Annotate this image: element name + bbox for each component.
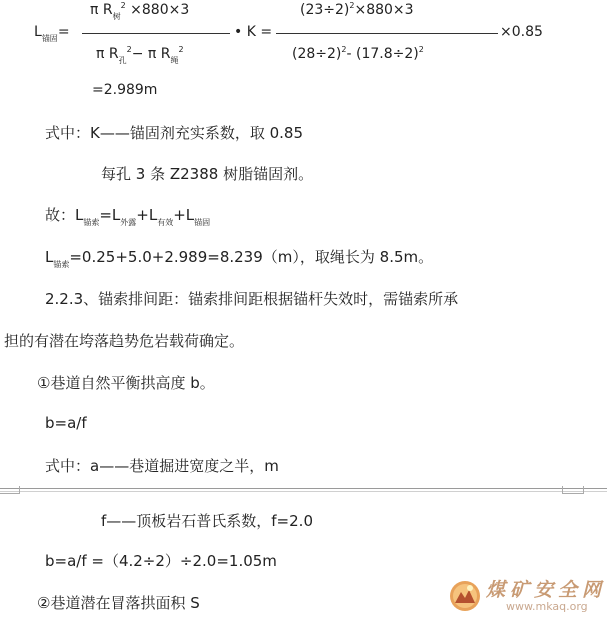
l3-s3: 有效 xyxy=(157,218,174,227)
l3-s4: 锚固 xyxy=(194,218,211,227)
den2-b: - (17.8÷2) xyxy=(346,46,419,62)
num1-a: π R xyxy=(90,2,113,18)
text-line-a-definition: 式中：a——巷道掘进宽度之半，m xyxy=(45,457,279,475)
page-break-separator xyxy=(0,486,607,494)
page-break-line-bottom xyxy=(0,491,607,492)
formula-times: ×0.85 xyxy=(500,24,543,40)
watermark-logo xyxy=(446,575,606,619)
text-line-arch-height: ①巷道自然平衡拱高度 b。 xyxy=(37,374,215,392)
formula-l-sub: 锚固 xyxy=(41,34,58,43)
num2-a: (23÷2) xyxy=(300,2,350,18)
den2-sup2: 2 xyxy=(418,45,424,54)
l3-s2: 外露 xyxy=(120,218,137,227)
text-line-f-definition: f——顶板岩石普氏系数，f=2.0 xyxy=(101,512,313,530)
num2-sup: 2 xyxy=(349,1,355,10)
den2-a: (28÷2) xyxy=(292,46,342,62)
den1-a: π R xyxy=(96,46,119,62)
text-line-b-result: b=a/f =（4.2÷2）÷2.0=1.05m xyxy=(45,552,277,570)
text-line-collapse-area: ②巷道潜在冒落拱面积 S xyxy=(37,594,200,612)
page-break-mark-right xyxy=(562,486,584,494)
fraction-bar-2 xyxy=(276,33,498,34)
num2-b: ×880×3 xyxy=(354,2,414,18)
text-line-b-formula: b=a/f xyxy=(45,414,87,432)
mine-emblem-icon xyxy=(448,579,482,613)
formula-numerator-1 xyxy=(90,1,190,21)
l3-d: +L xyxy=(173,206,195,224)
text-line-anchor-agent: 每孔 3 条 Z2388 树脂锚固剂。 xyxy=(101,165,314,183)
page-break-line-top xyxy=(0,488,607,489)
l3-c: +L xyxy=(136,206,158,224)
den1-sup2: 2 xyxy=(178,45,184,54)
num1-sup: 2 xyxy=(120,1,126,10)
text-line-length-result xyxy=(45,246,433,267)
text-line-spacing-heading: 2.2.3、锚索排间距：锚索排间距根据锚杆失效时，需锚索所承 xyxy=(45,290,459,308)
page-break-mark-left xyxy=(0,486,20,494)
text-line-length-formula xyxy=(45,204,210,225)
formula-numerator-2 xyxy=(300,2,414,18)
den1-b: − π R xyxy=(131,46,171,62)
formula-dot-k: • K = xyxy=(234,24,273,40)
watermark-url: www.mkaq.org xyxy=(506,600,588,613)
formula-lhs xyxy=(34,24,70,43)
watermark-text: 煤矿安全网 xyxy=(486,579,607,601)
num1-sub: 树 xyxy=(112,12,121,21)
l3-b: =L xyxy=(99,206,121,224)
num1-b: ×880×3 xyxy=(125,2,190,18)
formula-result: =2.989m xyxy=(92,82,158,98)
l4-b: =0.25+5.0+2.989=8.239（m），取绳长为 8.5m。 xyxy=(69,248,434,266)
l3-s1: 锚索 xyxy=(83,218,100,227)
formula-denominator-2 xyxy=(292,46,424,62)
den1-sup1: 2 xyxy=(126,45,132,54)
formula-l: L xyxy=(34,24,42,40)
l3-a: 故：L xyxy=(45,206,84,224)
den2-sup1: 2 xyxy=(341,45,347,54)
l4-s: 锚索 xyxy=(53,260,70,269)
text-line-k-definition: 式中：K——锚固剂充实系数，取 0.85 xyxy=(45,124,304,142)
formula-eq: = xyxy=(57,24,70,40)
text-line-spacing-cont: 担的有潜在垮落趋势危岩载荷确定。 xyxy=(4,332,245,350)
fraction-bar-1 xyxy=(82,33,230,34)
formula-denominator-1 xyxy=(96,45,184,65)
den1-sub2: 绳 xyxy=(170,56,179,65)
l4-a: L xyxy=(45,248,54,266)
den1-sub1: 孔 xyxy=(118,56,127,65)
